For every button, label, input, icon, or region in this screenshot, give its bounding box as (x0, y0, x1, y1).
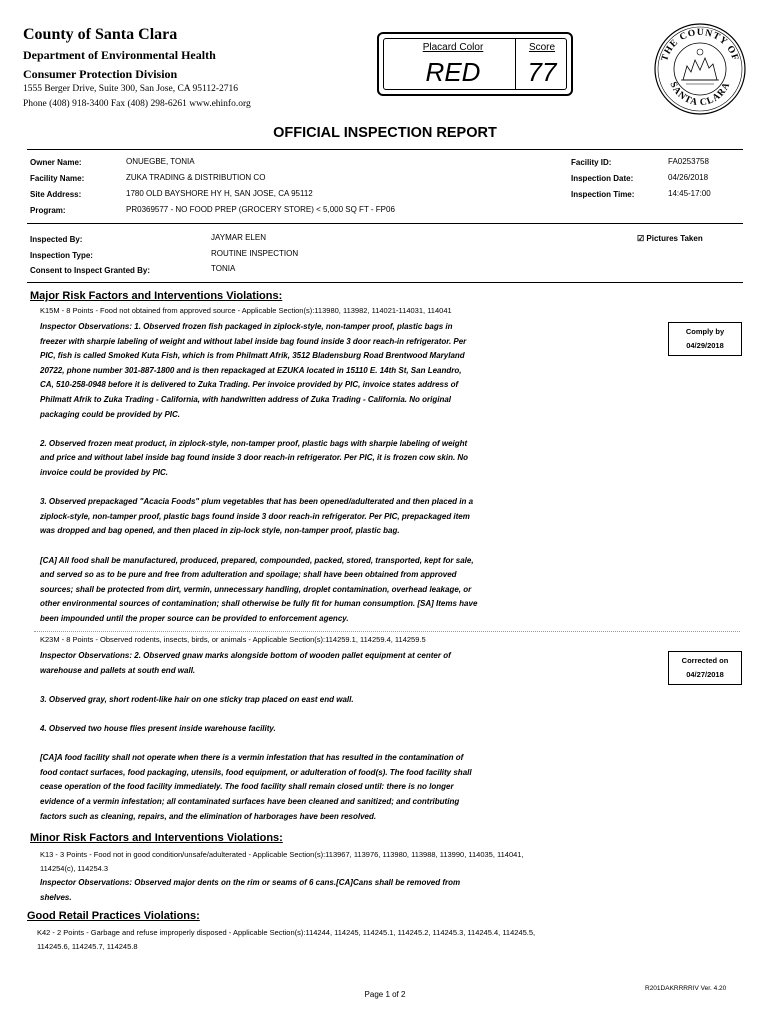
inspection-date-value: 04/26/2018 (668, 173, 709, 182)
violation-k42-header-line1: K42 - 2 Points - Garbage and refuse improperly disposed - Applicable Section(s):114244, 114245, 114245.1, 114245.2, 114245.3, 114245.4, 114245.5, (37, 928, 536, 937)
observation-line (40, 737, 560, 752)
observation-line: 3. Observed prepackaged "Acacia Foods" plum vegetables that has been opened/adulterated and then placed in a (40, 497, 474, 507)
facility-id-label: Facility ID: (571, 158, 612, 167)
observation-line (40, 481, 560, 496)
facility-name-value: ZUKA TRADING & DISTRIBUTION CO (126, 173, 266, 182)
observation-line (40, 707, 560, 722)
minor-violations-heading: Minor Risk Factors and Interventions Violations: (30, 832, 283, 844)
program-value: PR0369577 - NO FOOD PREP (GROCERY STORE) < 5,000 SQ FT - FP06 (126, 205, 395, 214)
inspection-divider (27, 282, 743, 283)
consent-label: Consent to Inspect Granted By: (30, 266, 151, 275)
corrected-on-badge (668, 651, 742, 685)
info-divider (27, 223, 743, 224)
observation-line: and served so as to be pure and free from adulteration and spoilage; shall have been obtained from approved (40, 570, 457, 580)
observation-line: 20722, phone number 301-887-1800 and is then repackaged at EZUKA located in 15110 E. 14th St, San Leandro, (40, 365, 462, 375)
observation-line: ziplock-style, non-tamper proof, plastic bags found inside 3 door reach-in refrigerator. Per PIC, prepackaged item (40, 511, 470, 521)
badge-date: 04/29/2018 (686, 341, 724, 350)
county-seal-logo (653, 22, 747, 116)
violation-k23m-header: K23M - 8 Points - Observed rodents, insects, birds, or animals - Applicable Section(s):114259.1, 114259.4, 114259.5 (40, 635, 426, 644)
site-address-label: Site Address: (30, 190, 82, 199)
comply-by-badge (668, 322, 742, 356)
badge-label: Comply by (685, 327, 725, 336)
observation-line: PIC, fish is called Smoked Kuta Fish, which is from Philmatt Afrik, 3512 Bladensburg Road Brentwood Maryland (40, 351, 465, 361)
owner-label: Owner Name: (30, 158, 82, 167)
svg-text:SANTA CLARA: SANTA CLARA (667, 80, 733, 109)
observation-line: invoice could be provided by PIC. (40, 467, 169, 477)
department-name: Department of Environmental Health (23, 48, 216, 62)
observation-line: sources; shall be protected from dirt, vermin, unnecessary handling, droplet contamination, overhead leakage, or (40, 584, 472, 594)
inspected-by-label: Inspected By: (30, 235, 83, 244)
observation-line: [CA]A food facility shall not operate when there is a vermin infestation that has resulted in the contamination of (40, 753, 464, 763)
score-label: Score (528, 42, 556, 53)
placard-color-value: RED (425, 57, 481, 87)
observation-line: cease operation of the food facility immediately. The food facility shall remain closed until: there is no longer (40, 782, 454, 792)
consent-value: TONIA (211, 264, 236, 273)
violation-k23m-observations (40, 649, 560, 824)
inspection-time-value: 14:45-17:00 (668, 189, 711, 198)
observation-line: Inspector Observations: 1. Observed frozen fish packaged in ziplock-style, non-tamper proof, plastic bags in (40, 322, 453, 331)
office-contact: Phone (408) 918-3400 Fax (408) 298-6261 www.ehinfo.org (23, 99, 251, 109)
observation-line: was dropped and bag opened, and then placed in zip-lock style, non-tamper proof, plastic bag. (40, 526, 400, 536)
observation-line: freezer with sharpie labeling of weight and without label inside bag found inside 3 door reach-in refrigerator. Per (40, 336, 467, 346)
badge-label: Corrected on (681, 656, 729, 665)
observation-line: CA, 510-258-0948 before it is delivered to Zuka Trading. Per invoice provided by PIC, invoice states address of (40, 380, 459, 390)
site-address-value: 1780 OLD BAYSHORE HY H, SAN JOSE, CA 95112 (126, 189, 313, 198)
title-divider (27, 149, 743, 150)
observation-line: 2. Observed frozen meat product, in ziplock-style, non-tamper proof, plastic bags with sharpie labeling of weight (40, 438, 468, 448)
observation-line: packaging could be provided by PIC. (40, 409, 181, 419)
badge-date: 04/27/2018 (686, 670, 724, 679)
office-address: 1555 Berger Drive, Suite 300, San Jose, CA 95112-2716 (23, 84, 239, 94)
major-violations-heading: Major Risk Factors and Interventions Violations: (30, 290, 283, 302)
inspected-by-value: JAYMAR ELEN (211, 233, 266, 242)
violation-k13-header-line2: 114254(c), 114254.3 (40, 864, 109, 873)
county-name: County of Santa Clara (23, 26, 178, 43)
observation-line: food contact surfaces, food packaging, utensils, food equipment, or adulteration of food(s). The food facility shall (40, 767, 472, 777)
owner-value: ONUEGBE, TONIA (126, 157, 195, 166)
violation-k13-observation-line2: shelves. (40, 893, 72, 902)
violation-separator (34, 631, 740, 632)
program-label: Program: (30, 206, 66, 215)
facility-id-value: FA0253758 (668, 157, 709, 166)
pictures-taken-checkbox: ☑ Pictures Taken (637, 234, 703, 243)
observation-line: evidence of a vermin infestation; all contaminated surfaces have been cleaned and sanitized; and contributing (40, 796, 460, 806)
violation-k15m-header: K15M - 8 Points - Food not obtained from approved source - Applicable Section(s):113980, 113982, 114021-114031, 114041 (40, 306, 452, 315)
form-version: R201DAKRRRRIV Ver. 4.20 (645, 985, 727, 992)
inspection-type-label: Inspection Type: (30, 251, 93, 260)
report-title: OFFICIAL INSPECTION REPORT (273, 125, 497, 141)
violation-k13-header-line1: K13 - 3 Points - Food not in good condition/unsafe/adulterated - Applicable Section(s):113967, 113976, 113980, 113988, 113990, 114035, 114041, (40, 850, 524, 859)
observation-line: 3. Observed gray, short rodent-like hair on one sticky trap placed on east end wall. (40, 694, 354, 704)
inspection-type-value: ROUTINE INSPECTION (211, 249, 299, 258)
observation-line: Inspector Observations: 2. Observed gnaw marks alongside bottom of wooden pallet equipment at center of (40, 651, 451, 660)
observation-line (40, 678, 560, 693)
inspection-time-label: Inspection Time: (571, 190, 635, 199)
observation-line: Philmatt Afrik to Zuka Trading - California, with handwritten address of Zuka Trading - California. No original (40, 394, 451, 404)
observation-line (40, 539, 560, 554)
observation-line: factors such as cleaning, repairs, and the elimination of harborages have been resolved. (40, 811, 377, 821)
observation-line: warehouse and pallets at south end wall. (40, 665, 196, 675)
observation-line: 4. Observed two house flies present inside warehouse facility. (40, 723, 276, 733)
observation-line (40, 422, 560, 437)
observation-line: [CA] All food shall be manufactured, produced, prepared, compounded, packed, stored, transported, kept for sale, (40, 555, 474, 565)
page-number: Page 1 of 2 (364, 990, 406, 999)
facility-name-label: Facility Name: (30, 174, 85, 183)
observation-line: and price and without label inside bag found inside 3 door reach-in refrigerator. Per PIC, it is frozen cow skin. No (40, 453, 469, 463)
violation-k13-observation-line1: Inspector Observations: Observed major dents on the rim or seams of 6 cans.[CA]Cans shall be removed from (40, 878, 461, 887)
svg-text:THE COUNTY OF: THE COUNTY OF (659, 27, 741, 63)
placard-color-label: Placard Color (422, 42, 484, 53)
observation-line: other environmental sources of contamination; shall otherwise be fully fit for human consumption. [SA] Items have (40, 599, 478, 609)
division-name: Consumer Protection Division (23, 67, 178, 81)
violation-k15m-observations (40, 320, 560, 626)
score-value: 77 (527, 57, 557, 87)
observation-line: been impounded until the proper source can be provided to enforcement agency. (40, 613, 349, 623)
placard-box (377, 32, 573, 96)
retail-violations-heading: Good Retail Practices Violations: (27, 910, 200, 922)
inspection-date-label: Inspection Date: (571, 174, 634, 183)
violation-k42-header-line2: 114245.6, 114245.7, 114245.8 (37, 942, 138, 951)
